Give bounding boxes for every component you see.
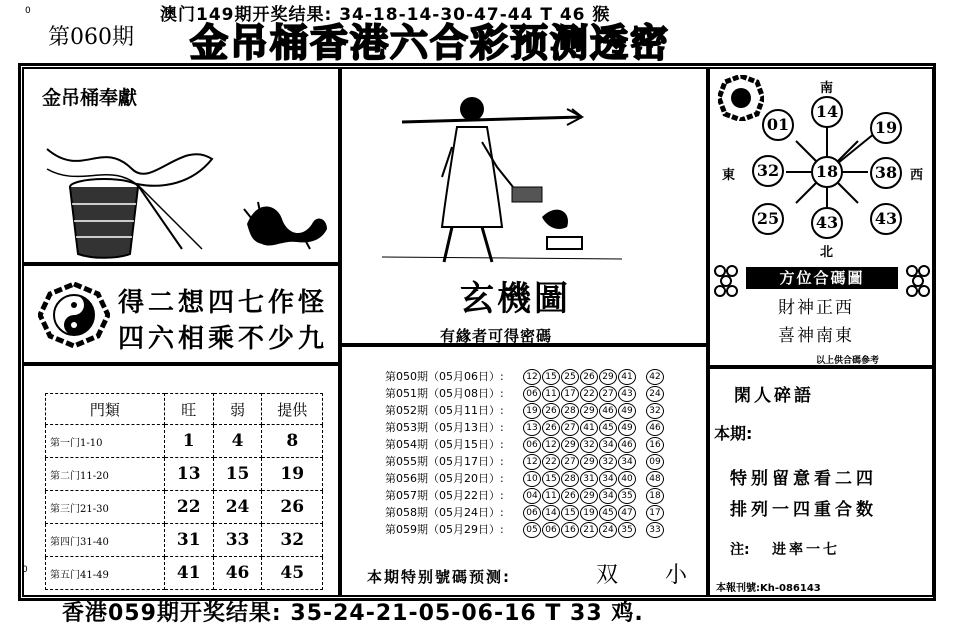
compass-number-ne: 19 — [870, 112, 902, 144]
list-item — [385, 385, 665, 401]
number-ball: 11 — [542, 386, 560, 402]
direction-west: 西 — [910, 168, 924, 183]
number-ball: 34 — [599, 488, 617, 504]
decor-circle — [918, 285, 930, 297]
number-ball: 41 — [618, 369, 636, 385]
number-ball: 45 — [599, 505, 617, 521]
panel-picture — [340, 67, 708, 345]
special-number-ball: 09 — [646, 454, 664, 470]
number-ball: 34 — [599, 471, 617, 487]
number-ball: 12 — [523, 454, 541, 470]
number-ball: 41 — [580, 420, 598, 436]
special-number-ball: 24 — [646, 386, 664, 402]
bucket-title: 金吊桶奉獻 — [42, 87, 138, 109]
list-item — [385, 453, 665, 469]
compass-number-e: 38 — [870, 157, 902, 189]
decor-circle — [726, 285, 738, 297]
table-row — [46, 425, 323, 458]
number-ball: 46 — [599, 403, 617, 419]
number-ball: 46 — [618, 437, 636, 453]
period-label: 第058期（05月24日）: — [385, 506, 504, 519]
number-ball: 12 — [542, 437, 560, 453]
number-ball: 27 — [561, 454, 579, 470]
door-tigong: 8 — [262, 425, 323, 458]
number-ball: 25 — [561, 369, 579, 385]
header-tigong: 提供 — [262, 394, 323, 425]
number-ball: 27 — [561, 420, 579, 436]
number-ball: 22 — [580, 386, 598, 402]
number-ball: 28 — [561, 471, 579, 487]
number-ball: 31 — [580, 471, 598, 487]
compass-note: 以上供合碼參考 — [816, 356, 880, 366]
number-ball: 49 — [618, 420, 636, 436]
list-item — [385, 487, 665, 503]
list-item — [385, 470, 665, 486]
number-ball: 06 — [523, 505, 541, 521]
bucket-icon — [42, 129, 217, 259]
publication-number: 本報刊號:Kh-086143 — [716, 583, 821, 594]
prediction-label: 本期特别號碼预测: — [367, 568, 511, 586]
corner-mark-bottom: 0 — [22, 565, 28, 575]
door-label: 第四门31-40 — [46, 524, 165, 557]
number-ball: 15 — [542, 471, 560, 487]
period-label: 第057期（05月22日）: — [385, 489, 504, 502]
panel-riddle — [708, 367, 934, 597]
list-item — [385, 504, 665, 520]
riddle-line-2: 排列一四重合数 — [730, 500, 877, 520]
list-item — [385, 419, 665, 435]
compass-bar-title: 方位合碼圖 — [746, 267, 898, 289]
period-label: 第059期（05月29日）: — [385, 523, 504, 536]
number-ball: 11 — [542, 488, 560, 504]
number-ball: 35 — [618, 522, 636, 538]
issue-label: 第060期 — [48, 25, 134, 50]
header-wang: 旺 — [164, 394, 213, 425]
door-tigong: 19 — [262, 458, 323, 491]
number-ball: 29 — [580, 403, 598, 419]
panel-bucket — [22, 67, 340, 264]
number-ball: 12 — [523, 369, 541, 385]
riddle-title: 閑人碎語 — [734, 386, 814, 406]
number-ball: 49 — [618, 403, 636, 419]
special-number-ball: 18 — [646, 488, 664, 504]
period-label: 第054期（05月15日）: — [385, 438, 504, 451]
prediction-value-1: 双 — [596, 563, 619, 588]
table-row — [46, 557, 323, 590]
hk-result: 香港059期开奖结果: 35-24-21-05-06-16 T 33 鸡. — [62, 601, 644, 626]
number-ball: 19 — [523, 403, 541, 419]
door-label: 第五门41-49 — [46, 557, 165, 590]
number-ball: 29 — [599, 369, 617, 385]
door-ruo: 24 — [213, 491, 262, 524]
door-tigong: 45 — [262, 557, 323, 590]
special-number-ball: 16 — [646, 437, 664, 453]
riddle-benqi: 本期: — [714, 424, 753, 443]
number-ball: 34 — [599, 437, 617, 453]
decor-circle — [906, 285, 918, 297]
number-ball: 24 — [599, 522, 617, 538]
number-ball: 35 — [618, 488, 636, 504]
compass-line-2: 喜神南東 — [778, 326, 854, 346]
special-number-ball: 46 — [646, 420, 664, 436]
number-ball: 32 — [580, 437, 598, 453]
compass-number-nw: 01 — [762, 109, 794, 141]
door-wang: 22 — [164, 491, 213, 524]
farmer-carrying-pole-illustration — [382, 87, 682, 267]
table-row — [46, 524, 323, 557]
period-label: 第053期（05月13日）: — [385, 421, 504, 434]
special-number-ball: 33 — [646, 522, 664, 538]
number-ball: 27 — [599, 386, 617, 402]
table-row — [46, 491, 323, 524]
door-label: 第三门21-30 — [46, 491, 165, 524]
number-ball: 32 — [599, 454, 617, 470]
door-ruo: 15 — [213, 458, 262, 491]
number-ball: 14 — [542, 505, 560, 521]
number-ball: 22 — [542, 454, 560, 470]
compass-number-w: 32 — [752, 155, 784, 187]
number-ball: 47 — [618, 505, 636, 521]
corner-mark: 0 — [25, 6, 31, 16]
macau-result: 澳门149期开奖结果: 34-18-14-30-47-44 T 46 猴 — [160, 5, 611, 25]
compass-number-sw: 25 — [752, 203, 784, 235]
door-ruo: 4 — [213, 425, 262, 458]
panel-poem — [22, 264, 340, 364]
number-ball: 06 — [542, 522, 560, 538]
period-label: 第050期（05月06日）: — [385, 370, 504, 383]
direction-south: 南 — [820, 81, 834, 96]
door-tigong: 32 — [262, 524, 323, 557]
door-wang: 13 — [164, 458, 213, 491]
number-ball: 34 — [618, 454, 636, 470]
dragon-icon — [242, 194, 332, 254]
number-ball: 04 — [523, 488, 541, 504]
list-item — [385, 436, 665, 452]
picture-subtitle: 有緣者可得密碼 — [440, 327, 553, 345]
doors-header-row — [46, 394, 323, 425]
riddle-note-label: 注: — [730, 542, 750, 558]
riddle-note-text: 进率一七 — [772, 542, 840, 558]
number-ball: 06 — [523, 386, 541, 402]
number-ball: 19 — [580, 505, 598, 521]
special-number-ball: 42 — [646, 369, 664, 385]
special-number-ball: 32 — [646, 403, 664, 419]
door-tigong: 26 — [262, 491, 323, 524]
special-number-ball: 17 — [646, 505, 664, 521]
number-ball: 16 — [561, 522, 579, 538]
number-ball: 06 — [523, 437, 541, 453]
compass-number-center: 18 — [811, 156, 843, 188]
header-menlei: 門類 — [46, 394, 165, 425]
number-ball: 13 — [523, 420, 541, 436]
door-wang: 31 — [164, 524, 213, 557]
doors-table — [45, 393, 323, 590]
number-ball: 21 — [580, 522, 598, 538]
picture-title: 玄機圖 — [460, 279, 571, 319]
number-ball: 29 — [561, 437, 579, 453]
prediction-value-2: 小 — [665, 563, 688, 588]
number-ball: 17 — [561, 386, 579, 402]
direction-east: 東 — [722, 168, 736, 183]
number-ball: 15 — [561, 505, 579, 521]
panel-compass — [708, 67, 934, 367]
door-ruo: 33 — [213, 524, 262, 557]
riddle-line-1: 特别留意看二四 — [730, 469, 877, 489]
bagua-yinyang-icon — [38, 282, 110, 348]
door-label: 第二门11-20 — [46, 458, 165, 491]
number-ball: 15 — [542, 369, 560, 385]
number-ball: 26 — [561, 488, 579, 504]
main-title: 金吊桶香港六合彩预测透密 — [190, 21, 671, 65]
table-row — [46, 458, 323, 491]
period-label: 第052期（05月11日）: — [385, 404, 504, 417]
door-wang: 1 — [164, 425, 213, 458]
number-ball: 10 — [523, 471, 541, 487]
period-label: 第056期（05月20日）: — [385, 472, 504, 485]
period-label: 第055期（05月17日）: — [385, 455, 504, 468]
poem-line-1: 得二想四七作怪 — [118, 288, 329, 318]
decor-circle — [714, 285, 726, 297]
door-wang: 41 — [164, 557, 213, 590]
number-ball: 26 — [542, 403, 560, 419]
compass-number-se: 43 — [870, 203, 902, 235]
compass-line-1: 財神正西 — [778, 298, 854, 318]
number-ball: 43 — [618, 386, 636, 402]
number-ball: 40 — [618, 471, 636, 487]
compass-number-n: 14 — [811, 96, 843, 128]
number-ball: 28 — [561, 403, 579, 419]
list-item — [385, 368, 665, 384]
number-ball: 29 — [580, 488, 598, 504]
direction-north: 北 — [820, 245, 834, 260]
number-ball: 26 — [542, 420, 560, 436]
number-ball: 45 — [599, 420, 617, 436]
period-label: 第051期（05月08日）: — [385, 387, 504, 400]
number-ball: 29 — [580, 454, 598, 470]
door-label: 第一门1-10 — [46, 425, 165, 458]
number-ball: 05 — [523, 522, 541, 538]
poem-line-2: 四六相乘不少九 — [118, 324, 329, 354]
list-item — [385, 521, 665, 537]
header-ruo: 弱 — [213, 394, 262, 425]
number-ball: 26 — [580, 369, 598, 385]
special-number-ball: 48 — [646, 471, 664, 487]
compass-number-s: 43 — [811, 207, 843, 239]
list-item — [385, 402, 665, 418]
door-ruo: 46 — [213, 557, 262, 590]
